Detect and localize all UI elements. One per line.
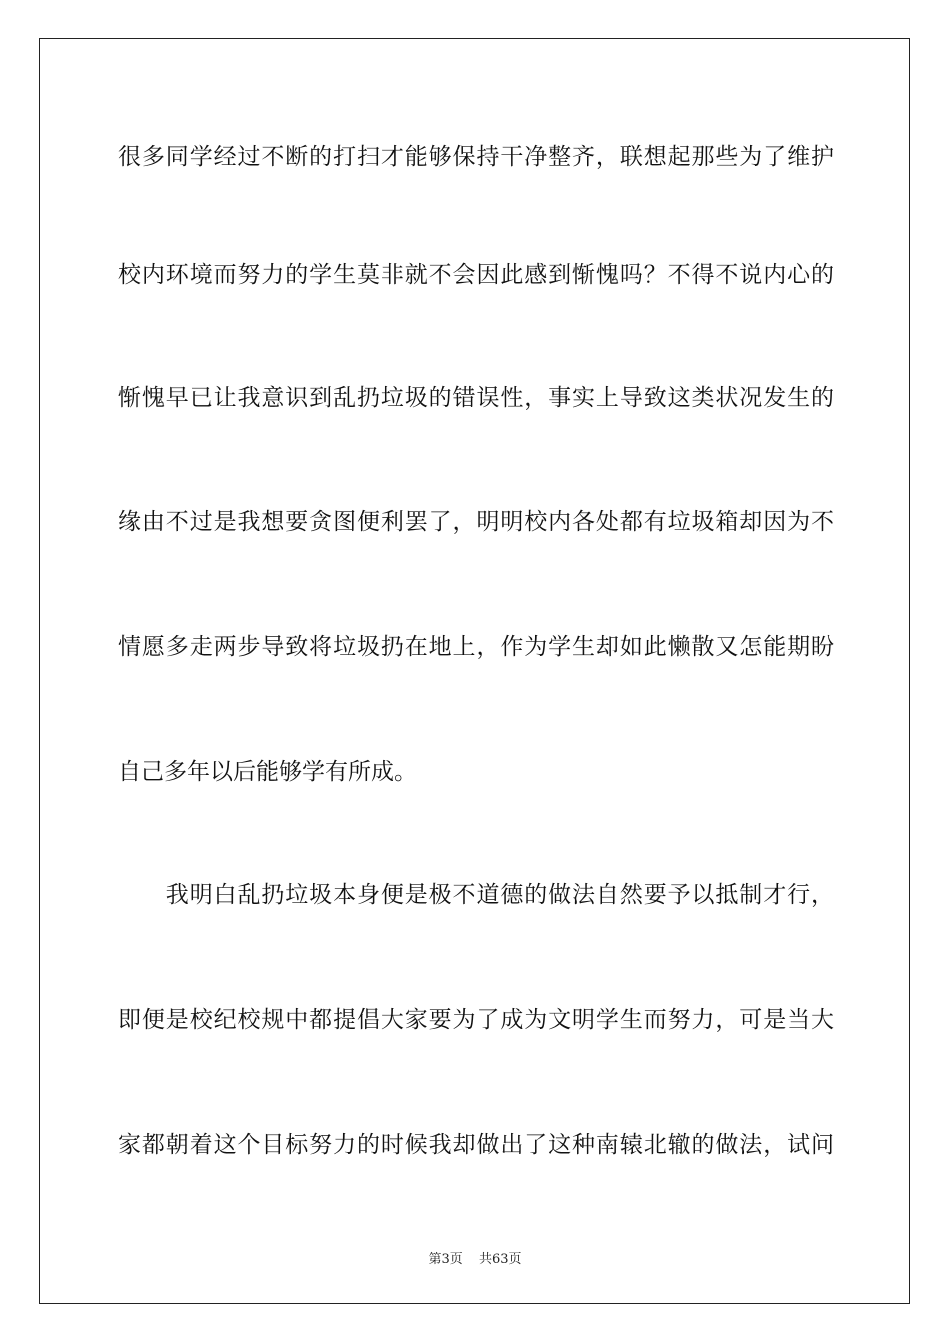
body-text-line: 惭愧早已让我意识到乱扔垃圾的错误性，事实上导致这类状况发生的 <box>118 385 834 411</box>
page-footer <box>0 1248 950 1267</box>
page-border <box>39 38 910 1304</box>
body-text-line: 我明白乱扔垃圾本身便是极不道德的做法自然要予以抵制才行， <box>118 882 834 908</box>
body-text-line: 即便是校纪校规中都提倡大家要为了成为文明学生而努力，可是当大 <box>118 1007 834 1033</box>
body-text-line: 缘由不过是我想要贪图便利罢了，明明校内各处都有垃圾箱却因为不 <box>118 509 834 535</box>
body-text-line: 校内环境而努力的学生莫非就不会因此感到惭愧吗？不得不说内心的 <box>118 262 834 288</box>
body-text-line: 家都朝着这个目标努力的时候我却做出了这种南辕北辙的做法，试问 <box>118 1132 834 1158</box>
total-pages: 共63页 <box>478 1252 522 1267</box>
body-text-line: 很多同学经过不断的打扫才能够保持干净整齐，联想起那些为了维护 <box>118 144 834 170</box>
page-number: 第3页 <box>428 1252 463 1267</box>
body-text-line: 情愿多走两步导致将垃圾扔在地上，作为学生却如此懒散又怎能期盼 <box>118 634 834 660</box>
body-text-line: 自己多年以后能够学有所成。 <box>118 759 417 785</box>
